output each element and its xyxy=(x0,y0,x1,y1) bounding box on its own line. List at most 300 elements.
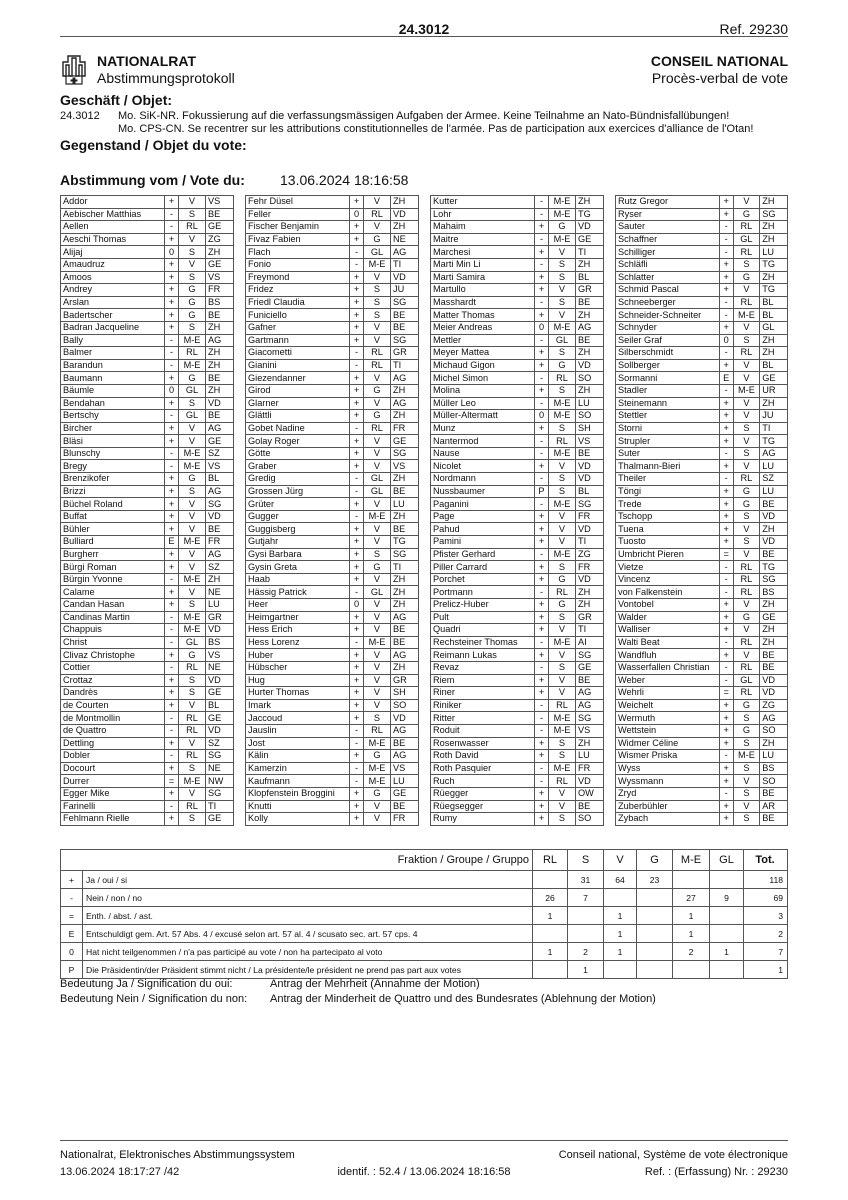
member-row xyxy=(431,674,604,687)
member-row xyxy=(246,397,419,410)
member-name: Farinelli xyxy=(61,800,165,813)
member-group: S xyxy=(733,447,760,460)
member-canton: BE xyxy=(391,523,419,536)
member-canton: ZH xyxy=(391,661,419,674)
member-vote: + xyxy=(719,196,733,209)
member-group: V xyxy=(179,422,206,435)
member-column-2 xyxy=(245,195,419,826)
member-name: Kälin xyxy=(246,750,350,763)
footer-identif: identif. : 52.4 / 13.06.2024 18:16:58 xyxy=(337,1166,511,1178)
member-group: RL xyxy=(364,347,391,360)
member-name: Brizzi xyxy=(61,485,165,498)
member-canton: TI xyxy=(576,536,604,549)
member-group: RL xyxy=(364,208,391,221)
member-vote: + xyxy=(535,649,549,662)
member-name: Barandun xyxy=(61,359,165,372)
member-name: Nussbaumer xyxy=(431,485,535,498)
member-canton: BE xyxy=(576,800,604,813)
member-group: G xyxy=(364,233,391,246)
member-name: Schilliger xyxy=(616,246,720,259)
member-group: G xyxy=(549,573,576,586)
member-row xyxy=(61,573,234,586)
member-group: G xyxy=(179,296,206,309)
member-name: Riniker xyxy=(431,699,535,712)
member-row xyxy=(61,258,234,271)
member-canton: VD xyxy=(206,724,234,737)
member-group: G xyxy=(364,410,391,423)
member-canton: AG xyxy=(391,649,419,662)
member-name: Bläsi xyxy=(61,435,165,448)
member-group: V xyxy=(549,510,576,523)
summary-count-m-e: 27 xyxy=(673,889,710,907)
member-vote: + xyxy=(535,359,549,372)
member-group: V xyxy=(364,447,391,460)
member-name: Marchesi xyxy=(431,246,535,259)
member-group: G xyxy=(179,372,206,385)
member-group: M-E xyxy=(179,573,206,586)
member-row xyxy=(246,309,419,322)
member-vote: + xyxy=(719,258,733,271)
summary-count-rl xyxy=(533,871,568,889)
member-name: Rechsteiner Thomas xyxy=(431,636,535,649)
member-canton: AG xyxy=(391,246,419,259)
member-group: M-E xyxy=(549,548,576,561)
member-group: V xyxy=(179,523,206,536)
member-name: Crottaz xyxy=(61,674,165,687)
member-name: Zuberbühler xyxy=(616,800,720,813)
member-vote: + xyxy=(719,624,733,637)
member-row xyxy=(431,321,604,334)
member-row xyxy=(61,208,234,221)
member-group: RL xyxy=(733,296,760,309)
member-column-4 xyxy=(615,195,788,826)
member-canton: GE xyxy=(576,661,604,674)
member-vote: + xyxy=(165,196,179,209)
member-group: M-E xyxy=(364,775,391,788)
member-name: Munz xyxy=(431,422,535,435)
member-row xyxy=(431,196,604,209)
member-vote: - xyxy=(719,447,733,460)
member-canton: ZH xyxy=(576,309,604,322)
member-group: GL xyxy=(549,334,576,347)
summary-row xyxy=(61,925,788,943)
member-group: M-E xyxy=(549,397,576,410)
member-group: V xyxy=(179,561,206,574)
member-vote: + xyxy=(350,523,364,536)
member-vote: - xyxy=(535,724,549,737)
member-group: S xyxy=(179,762,206,775)
member-canton: BE xyxy=(391,309,419,322)
member-name: Graber xyxy=(246,460,350,473)
summary-label: Hat nicht teilgenommen / n'a pas participé au vote / non ha partecipato al voto xyxy=(83,943,533,961)
member-canton: ZH xyxy=(391,196,419,209)
member-vote: + xyxy=(165,737,179,750)
member-group: M-E xyxy=(364,510,391,523)
summary-count-s xyxy=(568,925,604,943)
member-group: V xyxy=(364,674,391,687)
member-canton: BE xyxy=(206,410,234,423)
summary-symbol: E xyxy=(61,925,83,943)
member-group: GL xyxy=(364,485,391,498)
member-vote: + xyxy=(350,712,364,725)
member-name: Aebischer Matthias xyxy=(61,208,165,221)
member-name: Sollberger xyxy=(616,359,720,372)
member-row xyxy=(616,599,788,612)
summary-count-v xyxy=(604,961,637,979)
member-name: Maitre xyxy=(431,233,535,246)
member-group: S xyxy=(179,599,206,612)
member-name: Quadri xyxy=(431,624,535,637)
member-vote-tables xyxy=(60,195,788,841)
member-canton: SZ xyxy=(760,473,788,486)
member-group: S xyxy=(549,347,576,360)
member-row xyxy=(61,813,234,826)
council-fr: CONSEIL NATIONAL xyxy=(650,53,788,69)
member-canton: GE xyxy=(206,258,234,271)
member-vote: + xyxy=(535,246,549,259)
member-row xyxy=(61,246,234,259)
member-canton: ZH xyxy=(760,233,788,246)
member-row xyxy=(246,473,419,486)
member-vote: 0 xyxy=(535,321,549,334)
member-name: Piller Carrard xyxy=(431,561,535,574)
member-canton: AG xyxy=(576,699,604,712)
member-canton: BE xyxy=(391,624,419,637)
member-row xyxy=(246,460,419,473)
business-number-line: 24.3012 xyxy=(60,110,100,122)
member-group: V xyxy=(364,460,391,473)
member-canton: NE xyxy=(206,661,234,674)
summary-table xyxy=(60,849,788,979)
member-vote: + xyxy=(165,523,179,536)
member-name: Jost xyxy=(246,737,350,750)
summary-symbol: + xyxy=(61,871,83,889)
member-row xyxy=(431,687,604,700)
member-row xyxy=(61,284,234,297)
member-name: Portmann xyxy=(431,586,535,599)
member-vote: - xyxy=(350,258,364,271)
member-vote: + xyxy=(719,321,733,334)
member-group: V xyxy=(549,523,576,536)
member-group: M-E xyxy=(179,775,206,788)
member-group: V xyxy=(733,775,760,788)
member-group: G xyxy=(179,649,206,662)
member-vote: + xyxy=(719,611,733,624)
member-canton: TG xyxy=(391,536,419,549)
summary-count-m-e xyxy=(673,961,710,979)
member-row xyxy=(616,309,788,322)
member-row xyxy=(246,246,419,259)
member-row xyxy=(616,649,788,662)
member-row xyxy=(61,787,234,800)
swiss-parliament-logo-icon xyxy=(60,52,88,86)
member-vote: + xyxy=(165,649,179,662)
member-canton: BL xyxy=(576,485,604,498)
member-group: M-E xyxy=(733,384,760,397)
member-vote: - xyxy=(719,296,733,309)
member-canton: FR xyxy=(391,813,419,826)
member-canton: BL xyxy=(760,359,788,372)
member-name: Molina xyxy=(431,384,535,397)
member-canton: SG xyxy=(576,649,604,662)
member-canton: LU xyxy=(760,246,788,259)
member-group: V xyxy=(733,800,760,813)
member-name: Hess Lorenz xyxy=(246,636,350,649)
member-row xyxy=(431,712,604,725)
member-group: G xyxy=(549,221,576,234)
member-group: M-E xyxy=(549,636,576,649)
member-name: Walliser xyxy=(616,624,720,637)
member-canton: AG xyxy=(391,372,419,385)
member-name: Riem xyxy=(431,674,535,687)
member-canton: BL xyxy=(760,309,788,322)
member-canton: ZH xyxy=(576,599,604,612)
member-group: RL xyxy=(733,561,760,574)
member-name: Lohr xyxy=(431,208,535,221)
member-vote: + xyxy=(165,599,179,612)
member-group: RL xyxy=(733,636,760,649)
member-canton: GE xyxy=(206,813,234,826)
member-vote: + xyxy=(719,649,733,662)
member-name: Bürgin Yvonne xyxy=(61,573,165,586)
member-canton: BS xyxy=(760,586,788,599)
member-vote: + xyxy=(535,687,549,700)
member-canton: VD xyxy=(576,460,604,473)
summary-row xyxy=(61,961,788,979)
member-group: S xyxy=(549,296,576,309)
member-row xyxy=(61,800,234,813)
summary-count-rl xyxy=(533,925,568,943)
member-group: S xyxy=(179,813,206,826)
member-canton: GE xyxy=(206,687,234,700)
member-vote: + xyxy=(350,624,364,637)
member-row xyxy=(616,460,788,473)
member-canton: ZH xyxy=(391,410,419,423)
member-row xyxy=(61,233,234,246)
member-name: Klopfenstein Broggini xyxy=(246,787,350,800)
member-vote: - xyxy=(719,661,733,674)
member-group: M-E xyxy=(549,208,576,221)
member-row xyxy=(431,573,604,586)
member-name: Ritter xyxy=(431,712,535,725)
member-vote: + xyxy=(350,649,364,662)
member-vote: - xyxy=(350,737,364,750)
member-row xyxy=(431,599,604,612)
member-vote: 0 xyxy=(535,410,549,423)
member-vote: - xyxy=(165,221,179,234)
member-vote: - xyxy=(535,258,549,271)
member-group: S xyxy=(179,246,206,259)
member-canton: ZH xyxy=(760,624,788,637)
member-canton: GE xyxy=(391,787,419,800)
member-name: Vincenz xyxy=(616,573,720,586)
member-canton: TG xyxy=(760,258,788,271)
member-row xyxy=(616,586,788,599)
member-vote: - xyxy=(535,636,549,649)
member-vote: + xyxy=(535,611,549,624)
member-row xyxy=(246,787,419,800)
summary-count-v: 64 xyxy=(604,871,637,889)
member-row xyxy=(246,296,419,309)
member-group: S xyxy=(549,611,576,624)
member-canton: LU xyxy=(760,750,788,763)
member-canton: ZG xyxy=(206,233,234,246)
member-vote: - xyxy=(165,573,179,586)
member-row xyxy=(616,510,788,523)
member-row xyxy=(246,372,419,385)
member-name: Bally xyxy=(61,334,165,347)
member-group: RL xyxy=(179,347,206,360)
member-name: Addor xyxy=(61,196,165,209)
member-row xyxy=(616,321,788,334)
member-row xyxy=(246,347,419,360)
member-group: V xyxy=(179,548,206,561)
member-group: RL xyxy=(549,435,576,448)
member-canton: JU xyxy=(760,410,788,423)
member-vote: + xyxy=(350,435,364,448)
member-group: S xyxy=(364,296,391,309)
member-vote: P xyxy=(535,485,549,498)
member-name: Seiler Graf xyxy=(616,334,720,347)
member-vote: - xyxy=(535,586,549,599)
member-row xyxy=(431,813,604,826)
member-canton: SO xyxy=(576,410,604,423)
member-vote: + xyxy=(350,536,364,549)
member-vote: 0 xyxy=(350,599,364,612)
member-name: Grüter xyxy=(246,498,350,511)
group-m-e: M-E xyxy=(673,850,710,871)
member-vote: + xyxy=(350,687,364,700)
member-row xyxy=(616,422,788,435)
member-name: Bendahan xyxy=(61,397,165,410)
member-canton: ZH xyxy=(760,347,788,360)
member-canton: FR xyxy=(206,284,234,297)
member-row xyxy=(431,359,604,372)
member-vote: + xyxy=(165,309,179,322)
member-canton: BE xyxy=(206,372,234,385)
member-name: Baumann xyxy=(61,372,165,385)
member-row xyxy=(61,498,234,511)
summary-row xyxy=(61,871,788,889)
summary-count-s xyxy=(568,907,604,925)
member-row xyxy=(431,258,604,271)
member-canton: VS xyxy=(206,196,234,209)
member-name: Nantermod xyxy=(431,435,535,448)
member-row xyxy=(431,737,604,750)
summary-count-v: 1 xyxy=(604,907,637,925)
member-row xyxy=(246,284,419,297)
member-vote: + xyxy=(535,800,549,813)
member-vote: + xyxy=(535,813,549,826)
member-canton: AG xyxy=(206,334,234,347)
member-row xyxy=(61,775,234,788)
member-vote: + xyxy=(535,573,549,586)
member-canton: ZH xyxy=(760,636,788,649)
member-row xyxy=(61,523,234,536)
group-g: G xyxy=(637,850,673,871)
member-canton: LU xyxy=(391,498,419,511)
member-name: Weber xyxy=(616,674,720,687)
member-vote: - xyxy=(719,573,733,586)
member-vote: E xyxy=(165,536,179,549)
member-vote: - xyxy=(535,372,549,385)
member-name: Schneider-Schneiter xyxy=(616,309,720,322)
member-group: S xyxy=(549,271,576,284)
member-group: S xyxy=(733,510,760,523)
member-group: RL xyxy=(179,661,206,674)
summary-row xyxy=(61,943,788,961)
member-group: S xyxy=(549,661,576,674)
member-canton: LU xyxy=(576,397,604,410)
member-group: M-E xyxy=(549,724,576,737)
member-vote: + xyxy=(535,561,549,574)
member-group: V xyxy=(549,536,576,549)
member-row xyxy=(431,397,604,410)
member-canton: ZH xyxy=(206,347,234,360)
member-vote: + xyxy=(165,586,179,599)
member-name: Töngi xyxy=(616,485,720,498)
business-label: Geschäft / Objet: xyxy=(60,92,173,108)
member-canton: LU xyxy=(206,599,234,612)
member-row xyxy=(616,523,788,536)
member-name: Weichelt xyxy=(616,699,720,712)
member-canton: SG xyxy=(391,548,419,561)
member-vote: + xyxy=(350,611,364,624)
member-name: Freymond xyxy=(246,271,350,284)
member-row xyxy=(246,523,419,536)
member-group: M-E xyxy=(179,536,206,549)
member-name: Fehr Düsel xyxy=(246,196,350,209)
member-canton: ZH xyxy=(760,599,788,612)
member-name: Burgherr xyxy=(61,548,165,561)
member-name: Alijaj xyxy=(61,246,165,259)
member-row xyxy=(246,196,419,209)
member-canton: SG xyxy=(391,334,419,347)
member-vote: + xyxy=(535,221,549,234)
meaning-no-label: Bedeutung Nein / Signification du non: xyxy=(60,993,248,1005)
member-vote: - xyxy=(165,347,179,360)
member-vote: + xyxy=(350,233,364,246)
member-group: RL xyxy=(549,586,576,599)
member-canton: GE xyxy=(760,372,788,385)
member-row xyxy=(616,498,788,511)
member-vote: - xyxy=(165,750,179,763)
summary-count-m-e xyxy=(673,871,710,889)
footer-print-time: 13.06.2024 18:17:27 /42 xyxy=(60,1166,180,1178)
member-vote: + xyxy=(165,687,179,700)
member-group: GL xyxy=(179,384,206,397)
member-vote: + xyxy=(165,787,179,800)
member-canton: ZH xyxy=(206,384,234,397)
member-name: Nause xyxy=(431,447,535,460)
member-vote: + xyxy=(719,410,733,423)
member-canton: VS xyxy=(576,724,604,737)
member-column-1 xyxy=(60,195,234,826)
member-canton: GR xyxy=(576,284,604,297)
member-group: RL xyxy=(733,347,760,360)
member-name: Paganini xyxy=(431,498,535,511)
member-row xyxy=(246,573,419,586)
member-group: RL xyxy=(733,586,760,599)
member-row xyxy=(246,624,419,637)
member-canton: FR xyxy=(576,762,604,775)
member-group: GL xyxy=(364,586,391,599)
member-name: Gugger xyxy=(246,510,350,523)
member-group: M-E xyxy=(364,636,391,649)
member-group: M-E xyxy=(733,309,760,322)
member-canton: FR xyxy=(206,536,234,549)
member-name: Ryser xyxy=(616,208,720,221)
